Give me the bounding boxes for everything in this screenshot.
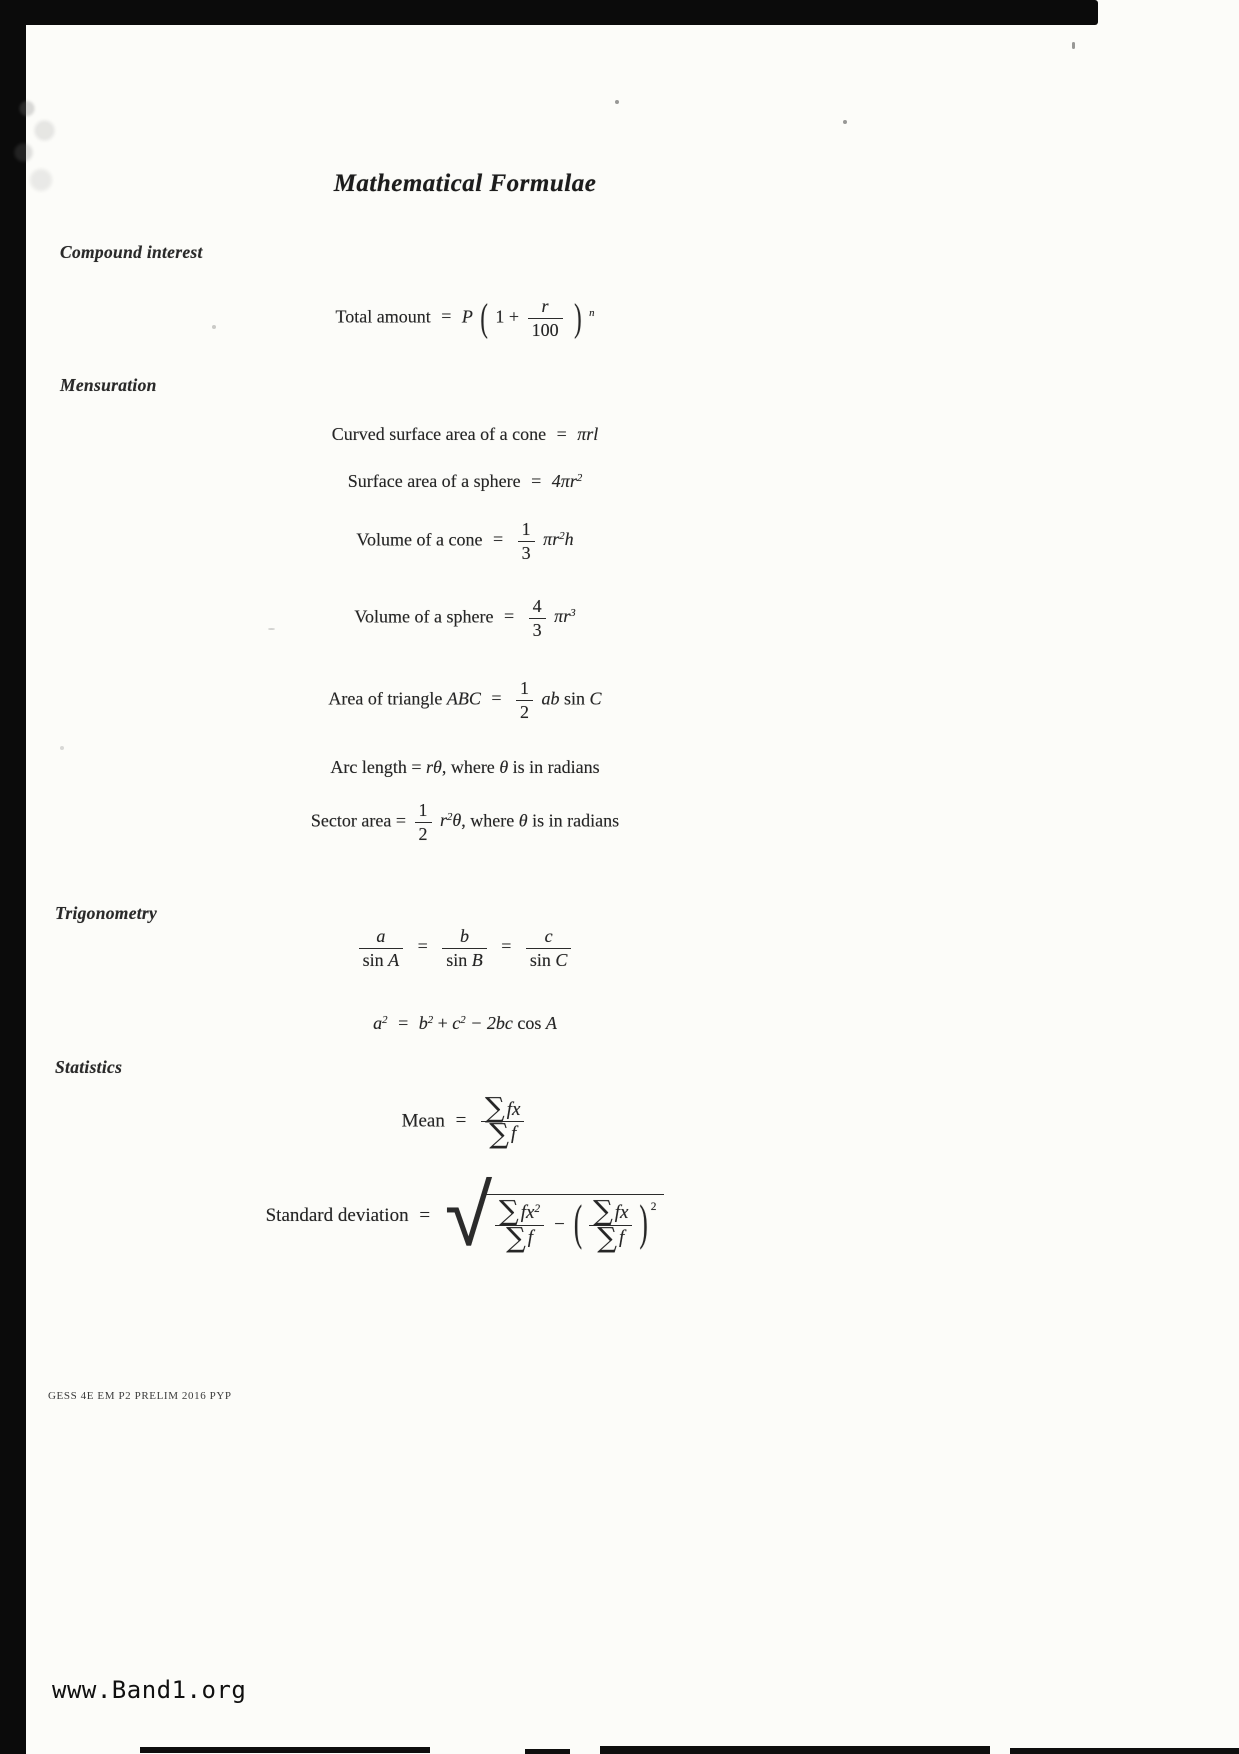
sigma-symbol: ∑	[485, 1092, 505, 1124]
equals-sign: =	[501, 936, 512, 957]
sigma-symbol: ∑	[489, 1118, 509, 1151]
cos-function: cos	[517, 1013, 542, 1033]
sine-rule-fraction-b	[442, 926, 487, 970]
formula-label: Surface area of a sphere	[347, 471, 521, 491]
term-b	[419, 1013, 433, 1033]
scan-noise-speck	[615, 100, 619, 104]
formula-label: Area of triangle	[328, 688, 443, 709]
sigma-symbol: ∑	[597, 1221, 617, 1254]
radical-icon: √	[444, 1166, 493, 1266]
formula-rhs	[552, 471, 582, 491]
formula-total-amount	[0, 296, 930, 340]
rhs-base: πr	[543, 529, 560, 550]
formula-arc-length	[0, 757, 930, 778]
formula-cone-volume	[0, 519, 930, 563]
coefficient-fraction	[415, 800, 432, 844]
scan-edge-top	[26, 0, 1098, 25]
numerator-expression: fx	[614, 1201, 629, 1223]
formula-label: Mean	[401, 1110, 445, 1132]
left-paren: (	[573, 1197, 583, 1252]
sin-function: sin	[564, 688, 586, 709]
formula-cone-surface	[0, 424, 930, 445]
principal-symbol: P	[461, 306, 473, 327]
fraction-denominator: 2	[520, 701, 530, 722]
denominator-expression: f	[510, 1123, 517, 1145]
sin-function: sin	[362, 949, 384, 970]
sine-rule-fraction-a	[359, 926, 404, 970]
inner-term: 1 +	[495, 306, 520, 327]
formula-standard-deviation	[0, 1166, 930, 1266]
sector-expression	[440, 810, 461, 830]
left-paren: (	[480, 295, 488, 340]
formula-cosine-rule	[0, 1013, 930, 1034]
numerator-expression: fx	[506, 1098, 521, 1120]
rhs-exponent: 3	[570, 607, 576, 620]
sigma-symbol: ∑	[506, 1221, 526, 1254]
scan-noise-speck	[843, 120, 847, 124]
rhs-tail: h	[564, 529, 574, 550]
equals-sign: =	[419, 1204, 431, 1226]
coefficient-fraction	[518, 519, 535, 563]
plus-sign: +	[437, 1013, 448, 1033]
equals-sign: =	[398, 1013, 409, 1033]
formula-rhs	[543, 529, 573, 549]
fraction-denominator: 2	[418, 823, 428, 844]
fraction-denominator	[481, 1118, 524, 1151]
arc-expression: rθ	[425, 757, 442, 777]
scan-edge-bottom-1	[140, 1747, 430, 1753]
angle-variable: C	[589, 688, 602, 709]
formula-sector-area	[0, 800, 930, 844]
equals-sign: =	[441, 306, 452, 327]
term-base: c	[452, 1013, 461, 1033]
sigma-symbol: ∑	[593, 1195, 613, 1228]
minus-sign: −	[554, 1214, 565, 1236]
lhs-exponent: 2	[382, 1014, 388, 1027]
theta-symbol: θ	[452, 810, 462, 831]
rhs-base: 4πr	[551, 471, 577, 491]
fraction-numerator: 1	[415, 800, 432, 823]
mean-fraction	[481, 1092, 524, 1151]
theta-symbol: θ	[499, 757, 509, 777]
radians-note: is in radians	[512, 757, 600, 777]
fraction-numerator: r	[528, 296, 563, 319]
lhs	[373, 1013, 387, 1033]
fraction-numerator: a	[359, 926, 404, 949]
rhs-exponent: 2	[447, 811, 453, 824]
rhs-base: r	[440, 810, 448, 831]
fraction-numerator: 1	[516, 678, 533, 701]
equals-sign: =	[493, 529, 504, 550]
formula-triangle-area	[0, 678, 930, 722]
variance-fraction-2	[589, 1195, 632, 1254]
numerator-exponent: 2	[534, 1202, 541, 1215]
fraction-denominator: 100	[531, 319, 559, 340]
outer-exponent: 2	[650, 1200, 657, 1213]
angle-variable: A	[388, 949, 400, 970]
section-heading-compound-interest: Compound interest	[60, 242, 203, 262]
formula-sphere-surface	[0, 471, 930, 492]
angle-variable: A	[545, 1013, 557, 1033]
formula-label: Standard deviation	[265, 1204, 409, 1226]
scan-edge-bottom-3	[600, 1746, 990, 1754]
right-paren: )	[639, 1197, 648, 1252]
formula-label: Sector area =	[310, 810, 406, 831]
fraction-denominator: 3	[521, 542, 531, 563]
section-heading-statistics: Statistics	[55, 1057, 123, 1077]
square-root	[444, 1166, 665, 1266]
rate-fraction	[528, 296, 563, 340]
watermark-band1: www.Band1.org	[52, 1676, 247, 1704]
fraction-denominator: 3	[532, 619, 542, 640]
formula-label: Volume of a cone	[356, 529, 483, 550]
where-clause: , where	[441, 757, 495, 777]
fraction-numerator: 1	[518, 519, 535, 542]
denominator-expression: f	[618, 1226, 625, 1248]
sin-function: sin	[529, 949, 551, 970]
coefficient-fraction	[529, 596, 546, 640]
formula-label: Curved surface area of a cone	[331, 424, 547, 444]
fraction-numerator: b	[442, 926, 487, 949]
fraction-denominator	[442, 949, 487, 971]
exponent: n	[589, 307, 595, 320]
formula-label: Volume of a sphere	[354, 606, 494, 627]
rhs-exponent: 2	[559, 530, 565, 543]
scan-noise-speck	[1072, 42, 1075, 49]
radians-note: is in radians	[532, 810, 620, 831]
term-exponent: 2	[460, 1014, 466, 1027]
sigma-symbol: ∑	[499, 1195, 519, 1228]
equals-sign: =	[504, 606, 515, 627]
fraction-numerator: c	[526, 926, 572, 949]
fraction-denominator	[589, 1221, 632, 1254]
term-exponent: 2	[427, 1014, 434, 1027]
equals-sign: =	[531, 471, 542, 491]
section-heading-trigonometry: Trigonometry	[55, 903, 158, 923]
equals-sign: =	[491, 688, 502, 709]
side-variables: ab	[541, 688, 560, 709]
lhs-base: a	[373, 1013, 383, 1033]
numerator-expression: $fx^2$	[520, 1201, 541, 1223]
right-paren: )	[574, 295, 582, 340]
rhs-exponent: 2	[576, 472, 583, 485]
fraction-denominator	[359, 949, 404, 971]
radicand	[485, 1194, 664, 1254]
equals-sign: =	[556, 424, 567, 444]
page-title: Mathematical Formulae	[333, 170, 597, 197]
formula-rhs	[554, 606, 575, 626]
term-c	[452, 1013, 465, 1033]
formula-mean	[0, 1092, 930, 1151]
scan-edge-left	[0, 0, 26, 1754]
term-base: b	[418, 1013, 428, 1033]
angle-variable: C	[555, 949, 568, 970]
rhs-base: πr	[554, 606, 571, 627]
sine-rule-fraction-c	[526, 926, 572, 970]
where-clause: , where	[461, 810, 515, 831]
scan-noise-speck	[60, 746, 64, 750]
fraction-denominator	[495, 1221, 544, 1254]
formula-rhs: πrl	[577, 424, 599, 444]
theta-symbol: θ	[518, 810, 528, 831]
fraction-numerator: 4	[529, 596, 546, 619]
coefficient-fraction	[516, 678, 533, 722]
scan-edge-bottom-4	[1010, 1748, 1239, 1754]
term-2bc: − 2bc	[470, 1013, 513, 1033]
formula-label: Arc length =	[330, 757, 422, 777]
sin-function: sin	[446, 949, 468, 970]
fraction-denominator	[526, 949, 572, 971]
section-heading-mensuration: Mensuration	[60, 375, 157, 395]
denominator-expression: f	[527, 1226, 534, 1248]
equals-sign: =	[417, 936, 428, 957]
formula-sphere-volume	[0, 596, 930, 640]
variance-fraction-1	[495, 1195, 544, 1254]
exam-paper-code: GESS 4E EM P2 PRELIM 2016 PYP	[48, 1390, 232, 1402]
scan-edge-bottom-2	[525, 1749, 570, 1754]
triangle-name: ABC	[446, 688, 481, 709]
formula-sine-rule	[0, 926, 930, 970]
equals-sign: =	[455, 1110, 467, 1132]
angle-variable: B	[471, 949, 483, 970]
formula-label: Total amount	[335, 306, 431, 327]
